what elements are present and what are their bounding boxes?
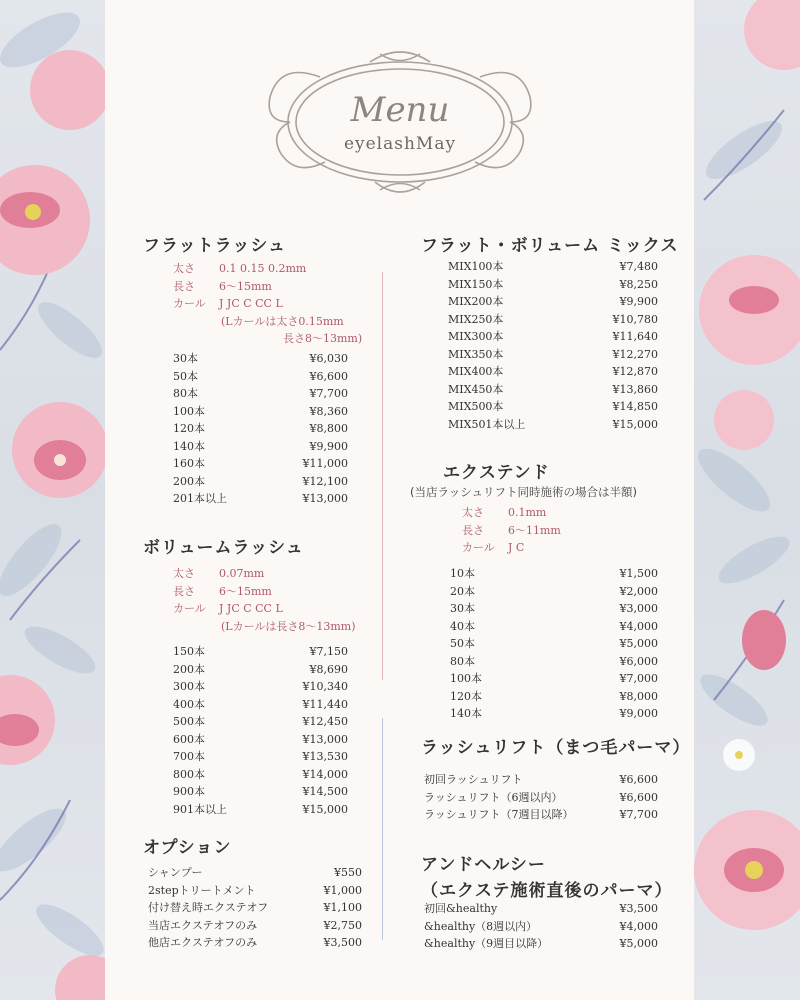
section-title-volume-lash: ボリュームラッシュ xyxy=(143,538,304,558)
price-row xyxy=(448,328,658,346)
price-item: MIX400本 xyxy=(448,365,504,378)
section-title-lash-lift: ラッシュリフト（まつ毛パーマ） xyxy=(421,738,691,758)
price-value: ¥12,870 xyxy=(612,365,658,378)
price-row xyxy=(450,583,658,601)
spec-row xyxy=(173,583,356,601)
price-value: ¥6,600 xyxy=(309,369,348,383)
spec-value: 0.1mm xyxy=(508,506,547,519)
price-item: 10本 xyxy=(450,567,475,580)
price-row xyxy=(424,771,658,789)
spec-key: 長さ xyxy=(462,523,484,537)
price-item: &healthy（9週目以降） xyxy=(424,937,549,950)
price-value: ¥7,700 xyxy=(309,387,348,400)
price-row xyxy=(173,455,348,473)
spec-value: 0.07mm xyxy=(219,567,265,580)
price-row xyxy=(173,643,348,661)
price-row xyxy=(173,678,348,696)
section-title-options: オプション xyxy=(143,838,232,858)
price-row xyxy=(148,917,362,935)
logo-frame xyxy=(260,42,540,202)
salon-name: eyelashMay xyxy=(343,134,457,154)
price-value: ¥14,000 xyxy=(302,767,348,781)
spec-value: 6～15mm xyxy=(219,584,272,598)
price-item: 50本 xyxy=(450,637,475,650)
price-row xyxy=(448,311,658,329)
price-row xyxy=(448,276,658,294)
price-value: ¥9,900 xyxy=(309,439,348,453)
column-divider-pink xyxy=(382,272,383,680)
price-item: ラッシュリフト（6週以内） xyxy=(424,790,563,804)
price-value: ¥7,150 xyxy=(309,645,348,658)
price-value: ¥2,750 xyxy=(323,918,362,932)
price-row xyxy=(173,490,348,508)
price-item: 600本 xyxy=(173,732,205,746)
price-item: 50本 xyxy=(173,369,198,383)
price-value: ¥2,000 xyxy=(619,584,658,598)
floral-illustration-right xyxy=(694,0,800,1000)
price-item: 当店エクステオフのみ xyxy=(148,918,258,932)
price-value: ¥3,500 xyxy=(323,936,362,949)
price-item: 20本 xyxy=(450,584,475,598)
price-item: 100本 xyxy=(450,672,482,685)
price-item: MIX300本 xyxy=(448,330,504,343)
spec-row xyxy=(462,522,561,540)
price-row xyxy=(450,565,658,583)
price-value: ¥9,900 xyxy=(619,295,658,308)
spec-value: J JC C CC L xyxy=(219,297,283,310)
price-value: ¥13,530 xyxy=(302,750,348,763)
price-row xyxy=(173,368,348,386)
price-value: ¥14,500 xyxy=(302,785,348,798)
price-value: ¥11,640 xyxy=(612,330,658,343)
price-row xyxy=(450,670,658,688)
price-item: 500本 xyxy=(173,715,205,728)
and-healthy-price-list xyxy=(424,900,658,953)
price-value: ¥11,440 xyxy=(302,697,348,711)
price-row xyxy=(173,713,348,731)
price-row xyxy=(448,346,658,364)
price-value: ¥1,100 xyxy=(323,901,362,914)
spec-value: J JC C CC L xyxy=(219,602,283,615)
price-row xyxy=(148,934,362,952)
spec-key: カール xyxy=(173,602,206,615)
price-value: ¥8,360 xyxy=(309,404,348,418)
price-value: ¥10,780 xyxy=(612,312,658,326)
price-value: ¥6,030 xyxy=(309,352,348,365)
price-value: ¥4,000 xyxy=(619,919,658,933)
price-value: ¥14,850 xyxy=(612,400,658,413)
price-value: ¥12,270 xyxy=(612,347,658,361)
price-item: MIX200本 xyxy=(448,295,504,308)
mix-price-list xyxy=(448,258,658,433)
price-value: ¥1,000 xyxy=(323,883,362,897)
price-value: ¥13,860 xyxy=(612,382,658,396)
price-value: ¥6,600 xyxy=(619,773,658,786)
spec-note: (Lカールは太さ0.15mm xyxy=(221,314,344,328)
price-value: ¥7,000 xyxy=(619,672,658,685)
price-row xyxy=(450,653,658,671)
price-item: MIX150本 xyxy=(448,277,504,291)
spec-key: カール xyxy=(462,541,495,554)
price-value: ¥4,000 xyxy=(619,619,658,633)
extend-spec xyxy=(462,504,561,557)
price-item: 120本 xyxy=(450,689,482,703)
spec-key: 太さ xyxy=(173,262,195,275)
price-row xyxy=(173,783,348,801)
right-floral-border xyxy=(694,0,800,1000)
price-value: ¥15,000 xyxy=(302,802,348,816)
price-row xyxy=(424,935,658,953)
price-item: シャンプー xyxy=(148,866,203,879)
price-item: 初回&healthy xyxy=(424,902,498,915)
price-row xyxy=(450,600,658,618)
column-divider-blue xyxy=(382,718,383,940)
price-row xyxy=(173,473,348,491)
spec-row xyxy=(173,295,362,313)
spec-row xyxy=(462,539,561,557)
price-row xyxy=(424,789,658,807)
price-value: ¥11,000 xyxy=(302,457,348,470)
volume-lash-price-list xyxy=(173,643,348,818)
extend-note: (当店ラッシュリフト同時施術の場合は半額) xyxy=(410,485,638,499)
price-value: ¥1,500 xyxy=(619,567,658,580)
price-row xyxy=(173,766,348,784)
price-item: 160本 xyxy=(173,457,205,470)
spec-note: 長さ8～13mm) xyxy=(283,332,363,345)
spec-key: 長さ xyxy=(173,584,195,598)
spec-value: 6～11mm xyxy=(508,523,561,537)
spec-row xyxy=(173,600,356,618)
price-item: MIX350本 xyxy=(448,347,504,361)
price-value: ¥15,000 xyxy=(612,417,658,431)
price-value: ¥7,700 xyxy=(619,808,658,821)
price-row xyxy=(448,293,658,311)
floral-illustration-left xyxy=(0,0,105,1000)
price-item: 他店エクステオフのみ xyxy=(148,936,258,949)
price-item: 2stepトリートメント xyxy=(148,883,256,897)
price-value: ¥8,000 xyxy=(619,689,658,703)
price-item: MIX450本 xyxy=(448,382,504,396)
section-title-extend: エクステンド xyxy=(443,463,550,483)
spec-key: カール xyxy=(173,297,206,310)
price-value: ¥8,800 xyxy=(309,422,348,435)
spec-row xyxy=(173,565,356,583)
price-item: 201本以上 xyxy=(173,492,227,505)
spec-row xyxy=(173,278,362,296)
section-title-mix: フラット・ボリューム ミックス xyxy=(421,236,679,256)
price-item: 80本 xyxy=(450,654,475,668)
price-row xyxy=(173,661,348,679)
price-value: ¥550 xyxy=(334,866,362,879)
price-row xyxy=(450,705,658,723)
lash-lift-price-list xyxy=(424,771,658,824)
price-value: ¥7,480 xyxy=(619,260,658,273)
price-item: &healthy（8週以内） xyxy=(424,919,538,933)
price-value: ¥8,250 xyxy=(619,277,658,291)
price-item: MIX501本以上 xyxy=(448,417,526,431)
price-value: ¥6,000 xyxy=(619,654,658,668)
price-row xyxy=(448,381,658,399)
section-title-flat-lash: フラットラッシュ xyxy=(143,236,286,256)
price-item: 30本 xyxy=(450,602,475,615)
price-row xyxy=(450,618,658,636)
price-value: ¥3,000 xyxy=(619,602,658,615)
price-value: ¥10,340 xyxy=(302,680,348,693)
spec-key: 太さ xyxy=(462,506,484,519)
price-item: MIX100本 xyxy=(448,260,504,273)
price-item: 200本 xyxy=(173,474,205,488)
price-item: 300本 xyxy=(173,680,205,693)
price-row xyxy=(450,688,658,706)
price-item: ラッシュリフト（7週目以降） xyxy=(424,808,574,821)
price-value: ¥5,000 xyxy=(619,937,658,950)
price-row xyxy=(173,801,348,819)
price-row xyxy=(448,398,658,416)
spec-key: 太さ xyxy=(173,567,195,580)
price-item: 140本 xyxy=(450,707,482,720)
price-row xyxy=(424,900,658,918)
price-row xyxy=(173,350,348,368)
section-title-and-healthy: アンドヘルシー xyxy=(421,855,546,875)
price-item: MIX500本 xyxy=(448,400,504,413)
price-item: 40本 xyxy=(450,619,475,633)
price-value: ¥8,690 xyxy=(309,662,348,676)
price-item: 400本 xyxy=(173,697,205,711)
price-item: 140本 xyxy=(173,439,205,453)
price-item: 901本以上 xyxy=(173,802,227,816)
options-price-list xyxy=(148,864,362,952)
price-row xyxy=(448,416,658,434)
price-item: 700本 xyxy=(173,750,205,763)
price-row xyxy=(424,918,658,936)
price-row xyxy=(173,403,348,421)
section-subtitle-and-healthy: （エクステ施術直後のパーマ） xyxy=(421,881,673,901)
spec-value: J C xyxy=(508,541,525,554)
price-item: 120本 xyxy=(173,422,205,435)
spec-key: 長さ xyxy=(173,279,195,293)
price-item: 800本 xyxy=(173,767,205,781)
price-row xyxy=(173,385,348,403)
price-value: ¥9,000 xyxy=(619,707,658,720)
price-item: 付け替え時エクステオフ xyxy=(148,901,269,914)
left-floral-border xyxy=(0,0,105,1000)
price-item: 初回ラッシュリフト xyxy=(424,773,523,786)
price-value: ¥13,000 xyxy=(302,492,348,505)
price-row xyxy=(173,420,348,438)
price-value: ¥12,450 xyxy=(302,715,348,728)
price-value: ¥12,100 xyxy=(302,474,348,488)
price-item: 200本 xyxy=(173,662,205,676)
price-row xyxy=(148,864,362,882)
volume-lash-spec xyxy=(173,565,356,635)
price-row xyxy=(448,258,658,276)
flat-lash-price-list xyxy=(173,350,348,508)
extend-price-list xyxy=(450,565,658,723)
price-row xyxy=(450,635,658,653)
price-item: MIX250本 xyxy=(448,312,504,326)
flat-lash-spec xyxy=(173,260,362,348)
price-row xyxy=(173,438,348,456)
spec-row xyxy=(173,260,362,278)
spec-value: 0.1 0.15 0.2mm xyxy=(219,262,307,275)
price-value: ¥5,000 xyxy=(619,637,658,650)
price-row xyxy=(448,363,658,381)
price-row xyxy=(173,731,348,749)
spec-value: 6～15mm xyxy=(219,279,272,293)
price-row xyxy=(148,882,362,900)
spec-note: (Lカールは長さ8～13mm) xyxy=(221,619,356,633)
logo-script-text: Menu xyxy=(350,90,450,130)
price-value: ¥3,500 xyxy=(619,902,658,915)
price-row xyxy=(173,748,348,766)
price-item: 30本 xyxy=(173,352,198,365)
price-value: ¥13,000 xyxy=(302,732,348,746)
price-item: 150本 xyxy=(173,645,205,658)
price-item: 100本 xyxy=(173,404,205,418)
spec-row xyxy=(462,504,561,522)
price-item: 80本 xyxy=(173,387,198,400)
price-value: ¥6,600 xyxy=(619,790,658,804)
price-row xyxy=(424,806,658,824)
price-row xyxy=(173,696,348,714)
price-row xyxy=(148,899,362,917)
price-item: 900本 xyxy=(173,785,205,798)
